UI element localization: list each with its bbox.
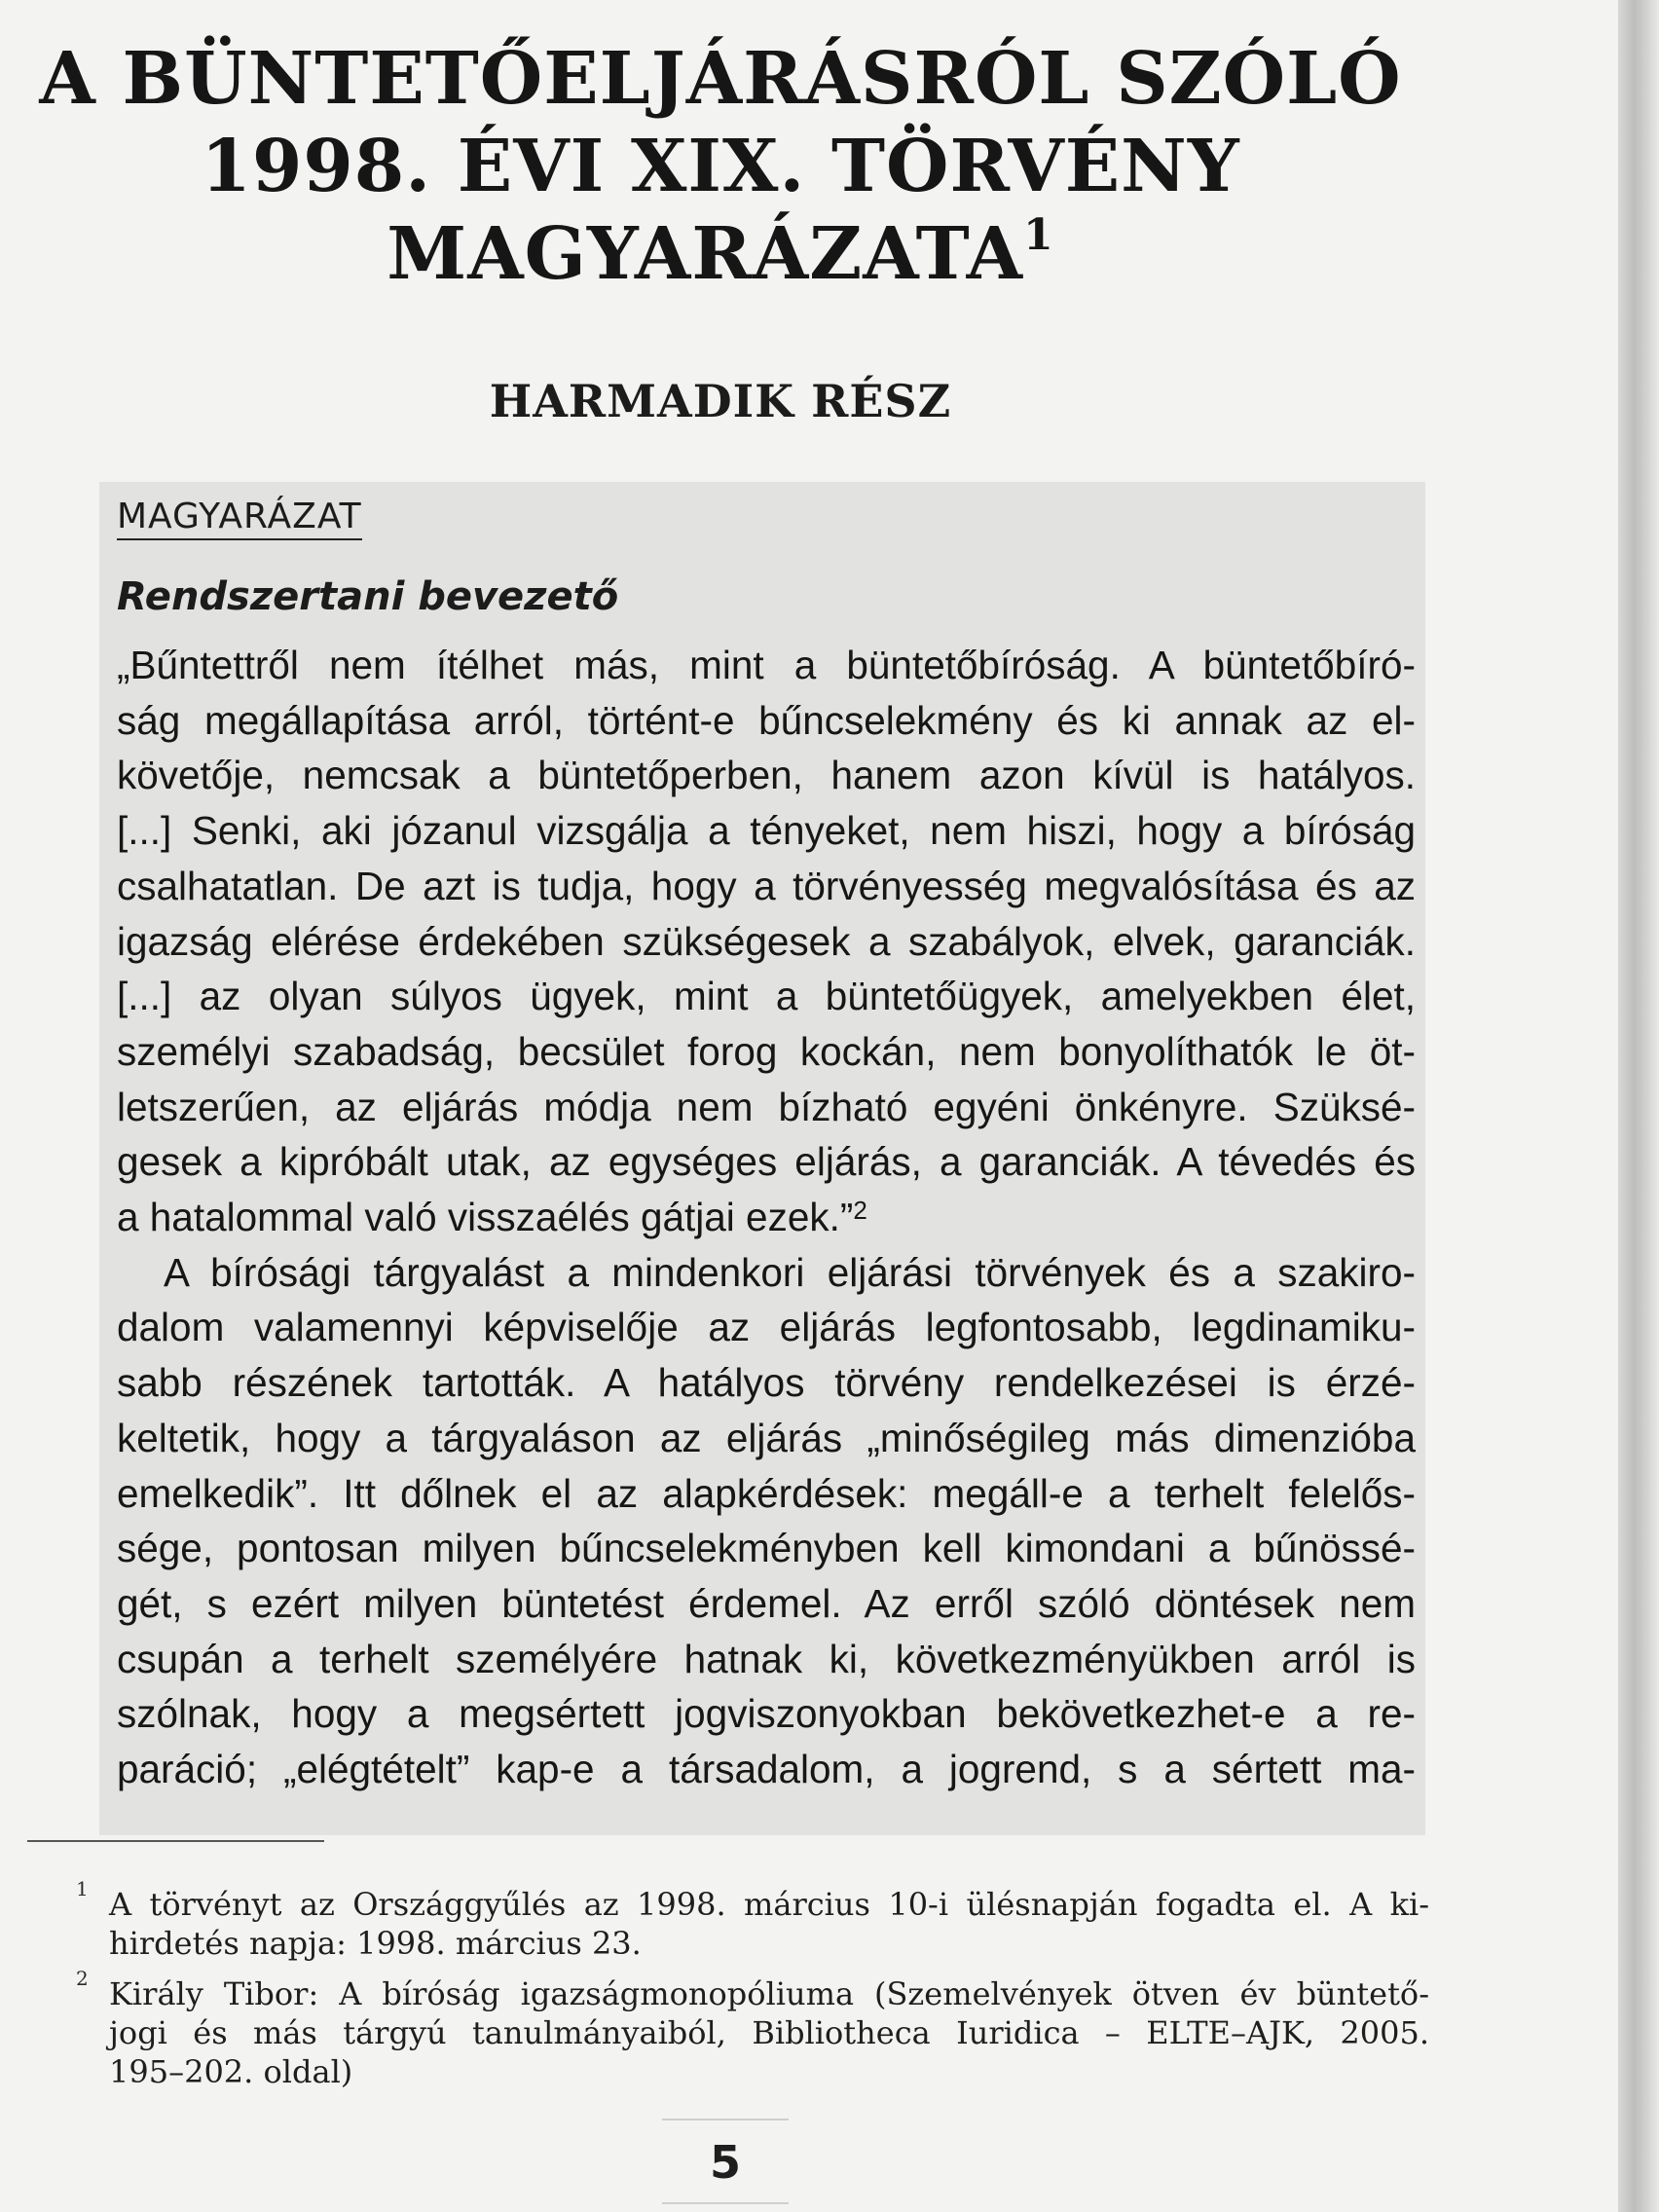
paragraph-line: sabb részének tartották. A hatályos törvény rendelkezései is érzé- xyxy=(117,1360,1416,1406)
section-label: MAGYARÁZAT xyxy=(117,497,362,540)
body-text xyxy=(117,638,1416,1797)
paragraph-line: keltetik, hogy a tárgyaláson az eljárás „minőségileg más dimenzióba xyxy=(117,1415,1416,1460)
paragraph-line: szólnak, hogy a megsértett jogviszonyokban bekövetkezhet-e a re- xyxy=(117,1691,1416,1737)
quote-line: letszerűen, az eljárás módja nem bízható egyéni önkényre. Szüksé- xyxy=(117,1084,1416,1129)
title-line-3-text: MAGYARÁZATA xyxy=(387,212,1024,296)
title-line-2: 1998. ÉVI XIX. TÖRVÉNY xyxy=(201,125,1240,208)
page-number-rule-top xyxy=(662,2119,789,2120)
quote-line: ság megállapítása arról, történt-e bűncselekmény és ki annak az el- xyxy=(117,697,1416,743)
paragraph-line: emelkedik”. Itt dőlnek el az alapkérdések: megáll-e a terhelt felelős- xyxy=(117,1470,1416,1516)
footnote-1 xyxy=(109,1885,1429,1963)
title-line-1: A BÜNTETŐELJÁRÁSRÓL SZÓLÓ xyxy=(39,37,1402,121)
page-number-rule-bottom xyxy=(662,2202,789,2204)
quote-last-line-text: a hatalommal való visszaélés gátjai ezek.” xyxy=(117,1195,854,1240)
quote-line: követője, nemcsak a büntetőperben, hanem azon kívül is hatályos. xyxy=(117,753,1416,798)
document-title xyxy=(39,35,1402,298)
quote-line: „Bűntettről nem ítélhet más, mint a büntetőbíróság. A büntetőbíró- xyxy=(117,643,1416,687)
quote-line: gesek a kipróbált utak, az egységes eljárás, a garanciák. A tévedés és xyxy=(117,1139,1416,1185)
paragraph-line: csupán a terhelt személyére hatnak ki, következményükben arról is xyxy=(117,1636,1416,1681)
footnote-1-line: A törvényt az Országgyűlés az 1998. március 10-i ülésnapján fogadta el. A ki- xyxy=(109,1886,1429,1923)
footnote-2-line: Király Tibor: A bíróság igazságmonopóliuma (Szemelvények ötven év büntető- xyxy=(109,1975,1429,2012)
quote-line: igazság elérése érdekében szükségesek a szabályok, elvek, garanciák. xyxy=(117,918,1416,964)
quote-footnote-ref[interactable]: 2 xyxy=(853,1196,867,1226)
page-binding-edge xyxy=(1618,0,1659,2212)
section-subtitle: Rendszertani bevezető xyxy=(117,574,619,619)
footnote-2-marker: 2 xyxy=(76,1967,89,1990)
quote-line: [...] Senki, aki józanul vizsgálja a tényeket, nem hiszi, hogy a bíróság xyxy=(117,808,1416,854)
part-heading: HARMADIK RÉSZ xyxy=(489,375,952,427)
quote-last-line xyxy=(117,1190,1416,1245)
footnote-1-marker: 1 xyxy=(76,1877,89,1900)
page-number: 5 xyxy=(709,2136,741,2189)
paragraph-line: dalom valamennyi képviselője az eljárás legfontosabb, legdinamiku- xyxy=(117,1305,1416,1350)
quote-line: személyi szabadság, becsület forog kockán, nem bonyolíthatók le öt- xyxy=(117,1028,1416,1074)
quote-line: [...] az olyan súlyos ügyek, mint a büntetőügyek, amelyekben élet, xyxy=(117,974,1416,1019)
footnote-divider xyxy=(27,1840,324,1842)
footnote-2-line: jogi és más tárgyú tanulmányaiból, Bibliotheca Iuridica – ELTE–AJK, 2005. xyxy=(109,2014,1429,2051)
paragraph-line: A bírósági tárgyalást a mindenkori eljárási törvények és a szakiro- xyxy=(164,1249,1416,1295)
paragraph-line: sége, pontosan milyen bűncselekményben kell kimondani a bűnössé- xyxy=(117,1526,1416,1571)
footnote-2 xyxy=(109,1974,1429,2091)
title-footnote-ref[interactable]: 1 xyxy=(1023,210,1054,260)
quote-line: csalhatatlan. De azt is tudja, hogy a törvényesség megvalósítása és az xyxy=(117,863,1416,908)
footnote-1-line: hirdetés napja: 1998. március 23. xyxy=(109,1925,642,1962)
paragraph-line: paráció; „elégtételt” kap-e a társadalom, a jogrend, s a sértett ma- xyxy=(117,1747,1416,1792)
footnote-2-line: 195–202. oldal) xyxy=(109,2053,353,2090)
title-line-3 xyxy=(39,210,1402,298)
paragraph-line: gét, s ezért milyen büntetést érdemel. Az erről szóló döntések nem xyxy=(117,1580,1416,1626)
